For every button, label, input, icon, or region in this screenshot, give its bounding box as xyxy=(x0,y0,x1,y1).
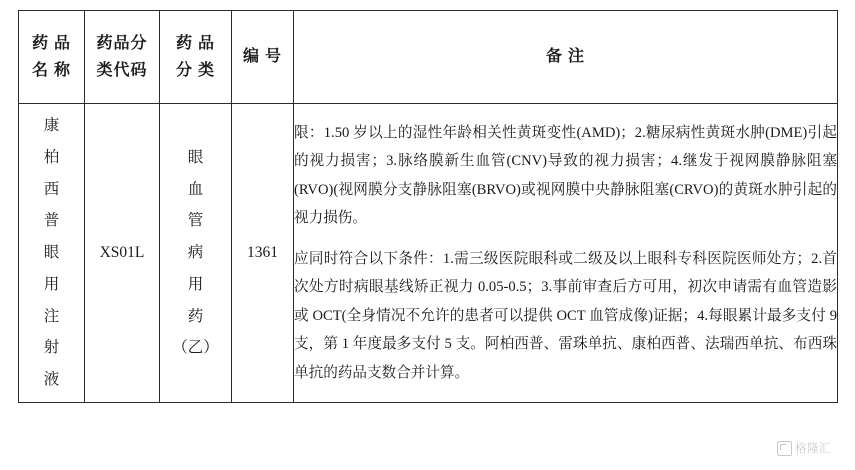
column-header-number xyxy=(232,11,294,104)
drug-name-vertical-text xyxy=(19,104,84,402)
remark-paragraph: 应同时符合以下条件：1.需三级医院眼科或二级及以上眼科专科医院医师处方；2.首次处方时病眼基线矫正视力 0.05-0.5；3.事前审查后方可用，初次申请需有血管造影或 OCT(全身情况不允许的患者可以提供 OCT 血管成像)证据；4.每眼累计最多支付 9 支，第 1 年度最多支付 5 支。阿柏西普、雷珠单抗、康柏西普、法瑞西单抗、布西珠单抗的药品支数合并计算。 xyxy=(294,250,837,381)
table-row xyxy=(19,104,838,403)
column-header-drug-name-line1: 药 品 xyxy=(31,34,71,52)
drug-catalog-table xyxy=(18,10,838,403)
column-header-remark xyxy=(294,11,838,104)
drug-class-char: 管 xyxy=(187,212,204,230)
column-header-drug-name-line2: 名 称 xyxy=(31,62,71,79)
drug-name-char: 眼 xyxy=(43,244,60,262)
drug-class-char: 血 xyxy=(187,180,204,198)
column-header-drug-class-line2: 分 类 xyxy=(175,62,215,79)
watermark xyxy=(777,440,831,456)
document-sheet xyxy=(18,10,837,458)
watermark-logo-icon xyxy=(777,441,792,456)
remark-paragraph: 限：1.50 岁以上的湿性年龄相关性黄斑变性(AMD)；2.糖尿病性黄斑水肿(DME)引起的视力损害；3.脉络膜新生血管(CNV)导致的视力损害；4.继发于视网膜静脉阻塞(RVO)(视网膜分支静脉阻塞(BRVO)或视网膜中央静脉阻塞(CRVO)的黄斑水肿引起的视力损伤。 xyxy=(294,124,837,227)
table-body xyxy=(19,104,838,403)
drug-class-char: 病 xyxy=(187,244,204,262)
cell-number: 1361 xyxy=(232,104,294,403)
drug-name-char: 柏 xyxy=(43,148,60,166)
drug-name-char: 西 xyxy=(43,180,60,198)
drug-name-char: 射 xyxy=(43,339,60,357)
cell-drug-class xyxy=(160,104,232,403)
drug-name-char: 注 xyxy=(43,307,60,325)
column-header-number-line1: 编 号 xyxy=(242,48,282,65)
column-header-drug-class-code-line2: 类代码 xyxy=(96,62,148,79)
cell-drug-name xyxy=(19,104,85,403)
column-header-remark-line1: 备 注 xyxy=(545,48,585,65)
drug-name-char: 康 xyxy=(43,117,60,134)
watermark-label: 格隆汇 xyxy=(795,443,831,455)
drug-class-char: 药 xyxy=(187,307,204,325)
drug-name-char: 用 xyxy=(43,275,60,293)
column-header-drug-class xyxy=(160,11,232,104)
column-header-drug-name xyxy=(19,11,85,104)
table-header xyxy=(19,11,838,104)
drug-class-char: 眼 xyxy=(187,148,204,166)
column-header-drug-class-line1: 药 品 xyxy=(175,34,215,52)
cell-remark xyxy=(294,104,838,403)
drug-class-char: 用 xyxy=(187,275,204,293)
drug-class-vertical-text xyxy=(160,136,231,370)
drug-name-char: 液 xyxy=(43,371,60,389)
drug-name-char: 普 xyxy=(43,212,60,230)
drug-class-char: （乙） xyxy=(172,339,219,357)
column-header-drug-class-code xyxy=(85,11,160,104)
cell-drug-class-code: XS01L xyxy=(85,104,160,403)
column-header-drug-class-code-line1: 药品分 xyxy=(96,34,148,52)
table-header-row xyxy=(19,11,838,104)
